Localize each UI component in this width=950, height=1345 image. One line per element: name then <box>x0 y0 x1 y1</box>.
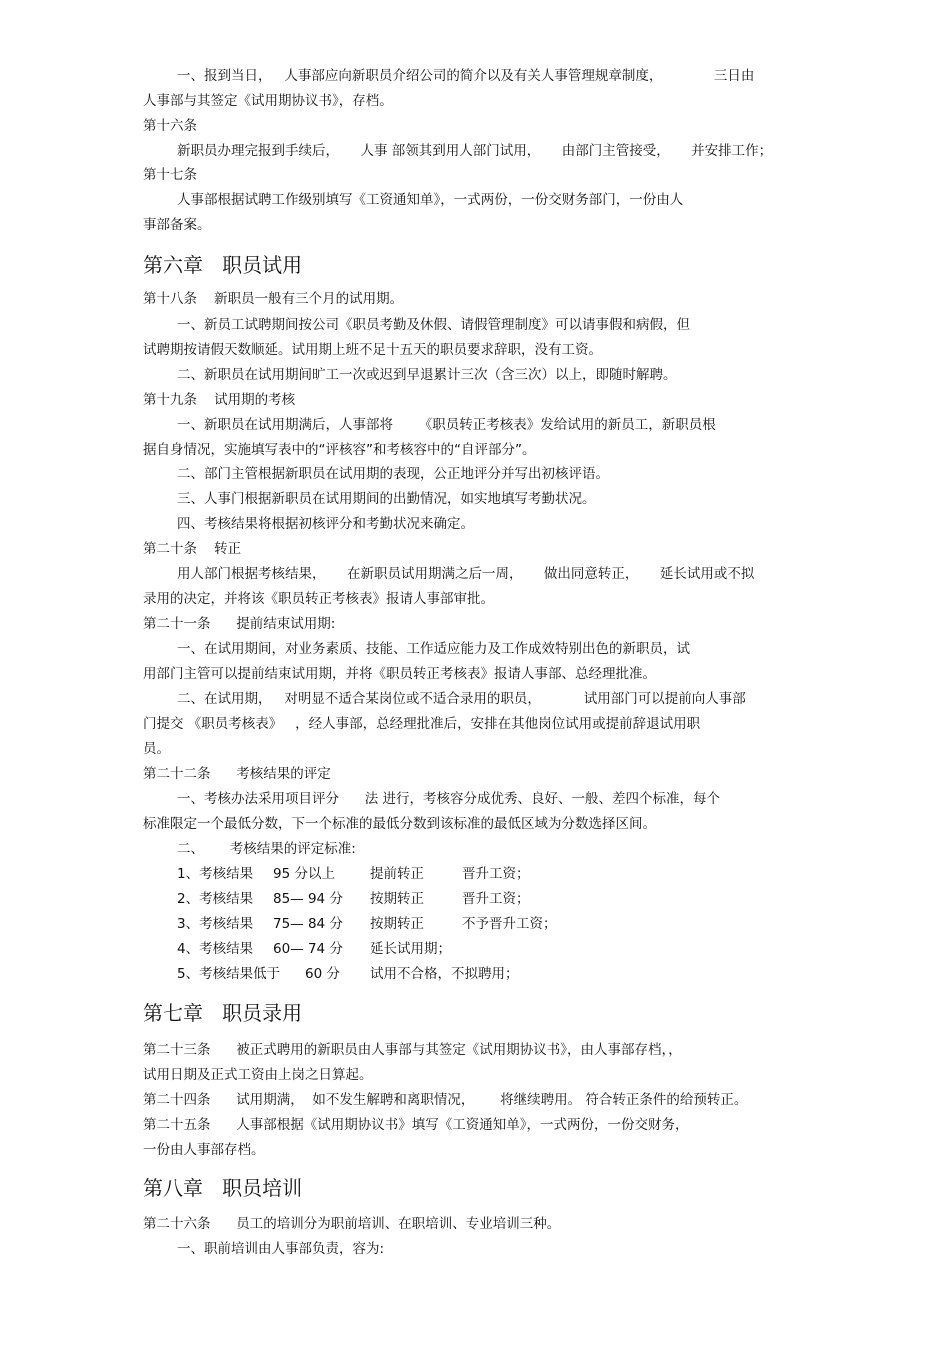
paragraph-line: 新职员办理完报到手续后， 人事 部领其到用人部门试用， 由部门主管接受， 并安排工作； <box>177 143 773 159</box>
article-heading: 第二十二条 考核结果的评定 <box>143 766 331 782</box>
paragraph-line: 二、 考核结果的评定标准: <box>177 841 356 857</box>
paragraph-line: 录用的决定，并将该《职员转正考核表》报请人事部审批。 <box>143 591 494 607</box>
paragraph-line: 试用日期及正式工资由上岗之日算起。 <box>143 1067 373 1083</box>
criteria-item: 5、考核结果低于 <box>177 966 281 982</box>
article-heading: 第二十六条 员工的培训分为职前培训、在职培训、专业培训三种。 <box>143 1216 561 1232</box>
paragraph-line: 员。 <box>143 741 170 757</box>
paragraph-line: 人事部根据试聘工作级别填写《工资通知单》，一式两份，一份交财务部门，一份由人 <box>177 192 684 208</box>
chapter-heading: 第七章 职员录用 <box>143 1001 303 1025</box>
paragraph-line: 三、人事门根据新职员在试用期间的出勤情况，如实地填写考勤状况。 <box>177 491 596 507</box>
paragraph-line: 二、新职员在试用期间旷工一次或迟到早退累计三次（含三次）以上，即随时解聘。 <box>177 367 677 383</box>
paragraph-line: 一、新员工试聘期间按公司《职员考勤及休假、请假管理制度》可以请事假和病假，但 <box>177 317 690 333</box>
paragraph-line: 事部备案。 <box>143 217 211 233</box>
criteria-action: 试用不合格，不拟聘用； <box>370 966 519 982</box>
criteria-pay: 不予晋升工资； <box>462 916 557 932</box>
article-heading: 第十八条 新职员一般有三个月的试用期。 <box>143 291 404 307</box>
criteria-range: 60— 74 分 <box>273 941 343 957</box>
criteria-action: 按期转正 <box>370 916 424 932</box>
paragraph-line: 二、在试用期， 对明显不适合某岗位或不适合录用的职员， 试用部门可以提前向人事部 <box>177 691 746 707</box>
paragraph-line: 试聘期按请假天数顺延。试用期上班不足十五天的职员要求辞职，没有工资。 <box>143 342 602 358</box>
paragraph-line: 据自身情况，实施填写表中的“评核容”和考核容中的“自评部分”。 <box>143 442 536 458</box>
criteria-item: 3、考核结果 <box>177 916 254 932</box>
article-heading: 第二十四条 试用期满， 如不发生解聘和离职情况， 将继续聘用。 符合转正条件的给预转正。 <box>143 1092 748 1108</box>
article-heading: 第十七条 <box>143 167 197 183</box>
criteria-action: 按期转正 <box>370 891 424 907</box>
paragraph-line: 人事部与其签定《试用期协议书》，存档。 <box>143 93 393 109</box>
criteria-range: 60 分 <box>305 966 340 982</box>
paragraph-line: 一、在试用期间，对业务素质、技能、工作适应能力及工作成效特别出色的新职员，试 <box>177 641 690 657</box>
paragraph-line: 四、考核结果将根据初核评分和考勤状况来确定。 <box>177 516 474 532</box>
article-heading: 第十六条 <box>143 118 197 134</box>
paragraph-line: 一、报到当日， 人事部应向新职员介绍公司的简介以及有关人事管理规章制度， 三日由 <box>177 68 755 84</box>
paragraph-line: 一份由人事部存档。 <box>143 1142 265 1158</box>
paragraph-line: 一、新职员在试用期满后，人事部将 《职员转正考核表》发给试用的新员工，新职员根 <box>177 417 716 433</box>
criteria-range: 95 分以上 <box>273 866 335 882</box>
chapter-heading: 第六章 职员试用 <box>143 253 303 277</box>
paragraph-line: 标准限定一个最低分数，下一个标准的最低分数到该标准的最低区域为分数选择区间。 <box>143 816 656 832</box>
paragraph-line: 一、职前培训由人事部负责，容为: <box>177 1241 385 1257</box>
article-heading: 第二十五条 人事部根据《试用期协议书》填写《工资通知单》，一式两份，一份交财务， <box>143 1117 689 1133</box>
article-heading: 第二十条 转正 <box>143 541 242 557</box>
criteria-action: 提前转正 <box>370 866 424 882</box>
criteria-range: 85— 94 分 <box>273 891 343 907</box>
criteria-item: 2、考核结果 <box>177 891 254 907</box>
chapter-heading: 第八章 职员培训 <box>143 1176 303 1200</box>
paragraph-line: 门提交 《职员考核表》 ，经人事部，总经理批准后，安排在其他岗位试用或提前辞退试用职 <box>143 716 701 732</box>
criteria-pay: 晋升工资； <box>462 891 530 907</box>
article-heading: 第十九条 试用期的考核 <box>143 392 296 408</box>
criteria-action: 延长试用期； <box>370 941 451 957</box>
criteria-pay: 晋升工资； <box>462 866 530 882</box>
article-heading: 第二十一条 提前结束试用期: <box>143 616 336 632</box>
criteria-range: 75— 84 分 <box>273 916 343 932</box>
paragraph-line: 二、部门主管根据新职员在试用期的表现，公正地评分并写出初核评语。 <box>177 466 609 482</box>
paragraph-line: 一、考核办法采用项目评分 法 进行，考核容分成优秀、良好、一般、差四个标准，每个 <box>177 791 721 807</box>
article-heading: 第二十三条 被正式聘用的新职员由人事部与其签定《试用期协议书》，由人事部存档，， <box>143 1042 682 1058</box>
criteria-item: 4、考核结果 <box>177 941 254 957</box>
paragraph-line: 用人部门根据考核结果， 在新职员试用期满之后一周， 做出同意转正， 延长试用或不拟 <box>177 566 755 582</box>
criteria-item: 1、考核结果 <box>177 866 254 882</box>
paragraph-line: 用部门主管可以提前结束试用期，并将《职员转正考核表》报请人事部、总经理批准。 <box>143 666 656 682</box>
